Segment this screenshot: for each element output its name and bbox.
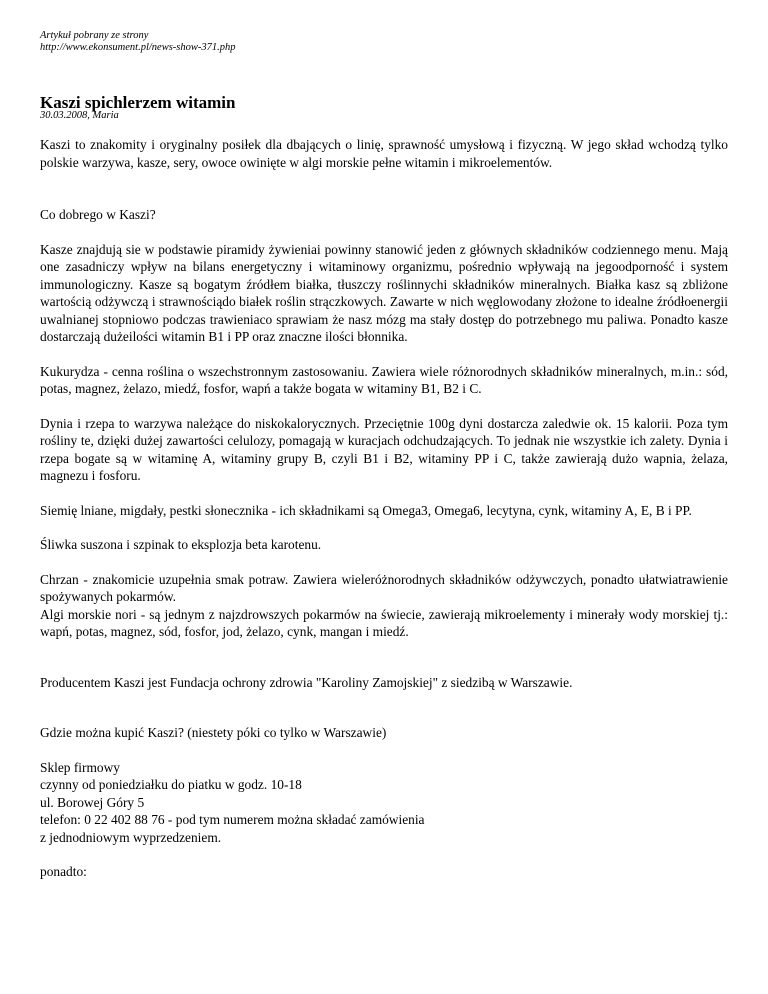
article-meta: 30.03.2008, Maria (40, 110, 119, 121)
intro-paragraph: Kaszi to znakomity i oryginalny posiłek dla dbających o linię, sprawność umysłową i fizyczną. W jego skład wchodzą tylko polskie warzywa, kasze, sery, owoce owinięte w algi morskie pełne witamin i mikroelementów. (40, 137, 728, 170)
shop-info (40, 759, 728, 847)
paragraph-siemie: Siemię lniane, migdały, pestki słonecznika - ich składnikami są Omega3, Omega6, lecytyna, cynk, witaminy A, E, B i PP. (40, 502, 692, 518)
shop-name: Sklep firmowy (40, 759, 120, 775)
paragraph-ponadto: ponadto: (40, 864, 87, 879)
paragraph-dynia: Dynia i rzepa to warzywa należące do niskokalorycznych. Przeciętnie 100g dyni dostarcza zaledwie ok. 15 kalorii. Poza tym rośliny te, dzięki dużej zawartości celulozy, pomagają w kuracjach odchudzających. To jednak nie wszystkie ich zalety. Dynia i rzepa bogate są w witaminę A, witaminy grupy B, czyli B1 i B2, witaminy PP i C, także zawierają dużo wapnia, żelaza, magnezu i fosforu. (40, 415, 728, 483)
source-label: Artykuł pobrany ze strony (40, 30, 149, 41)
shop-hours: czynny od poniedziałku do piatku w godz. 10-18 (40, 777, 302, 792)
paragraph-chrzan: Chrzan - znakomicie uzupełnia smak potraw. Zawiera wieleróżnorodnych składników odżywczych, ponadto ułatwiatrawienie spożywanych pokarmów. (40, 571, 728, 604)
paragraph-sliwka: Śliwka suszona i szpinak to eksplozja beta karotenu. (40, 537, 322, 552)
paragraph-producent: Producentem Kaszi jest Fundacja ochrony zdrowia "Karoliny Zamojskiej" z siedzibą w Warszawie. (40, 674, 573, 690)
paragraph-kukurydza: Kukurydza - cenna roślina o wszechstronnym zastosowaniu. Zawiera wiele różnorodnych składników mineralnych, m.in.: sód, potas, magnez, żelazo, miedź, fosfor, wapń a także bogata w witaminy B1, B2 i C. (40, 363, 728, 396)
article-body (40, 136, 728, 881)
question-what-good: Co dobrego w Kaszi? (40, 207, 156, 222)
paragraph-kasze: Kasze znajdują sie w podstawie piramidy żywieniai powinny stanowić jeden z głównych składników codziennego menu. Mają one zasadniczy wpływ na bilans energetyczny i witaminowy organizmu, pośrednio wpływają na jegoodporność i system immunologiczny. Kasze są bogatym źródłem białka, tłuszczy roślinnychi składników mineralnych. Białka kasz są zbliżone wartością odżywczą i strawnościądo białek roślin strączkowych. Zawarte w nich węglowodany złożone to idealne źródłoenergii uwalnianej stopniowo podczas trawieniaco sprawiam że nasz mózg ma stały dostęp do potrzebnego mu paliwa. Ponadto kasze dostarczają dużeilości witamin B1 i PP oraz znaczne ilości błonnika. (40, 241, 728, 344)
source-url: http://www.ekonsument.pl/news-show-371.php (40, 42, 236, 53)
shop-address: ul. Borowej Góry 5 (40, 794, 145, 810)
article-title: Kaszi spichlerzem witamin (40, 93, 236, 112)
question-where-buy: Gdzie można kupić Kaszi? (niestety póki co tylko w Warszawie) (40, 725, 387, 740)
shop-order-note: z jednodniowym wyprzedzeniem. (40, 829, 222, 845)
shop-phone: telefon: 0 22 402 88 76 - pod tym numerem można składać zamówienia (40, 812, 425, 827)
paragraph-algi: Algi morskie nori - są jednym z najzdrowszych pokarmów na świecie, zawierają mikroelementy i minerały wody morskiej tj.: wapń, potas, magnez, sód, fosfor, jod, żelazo, cynk, mangan i miedź. (40, 606, 728, 639)
document-page (40, 30, 728, 881)
source-header (40, 30, 728, 54)
